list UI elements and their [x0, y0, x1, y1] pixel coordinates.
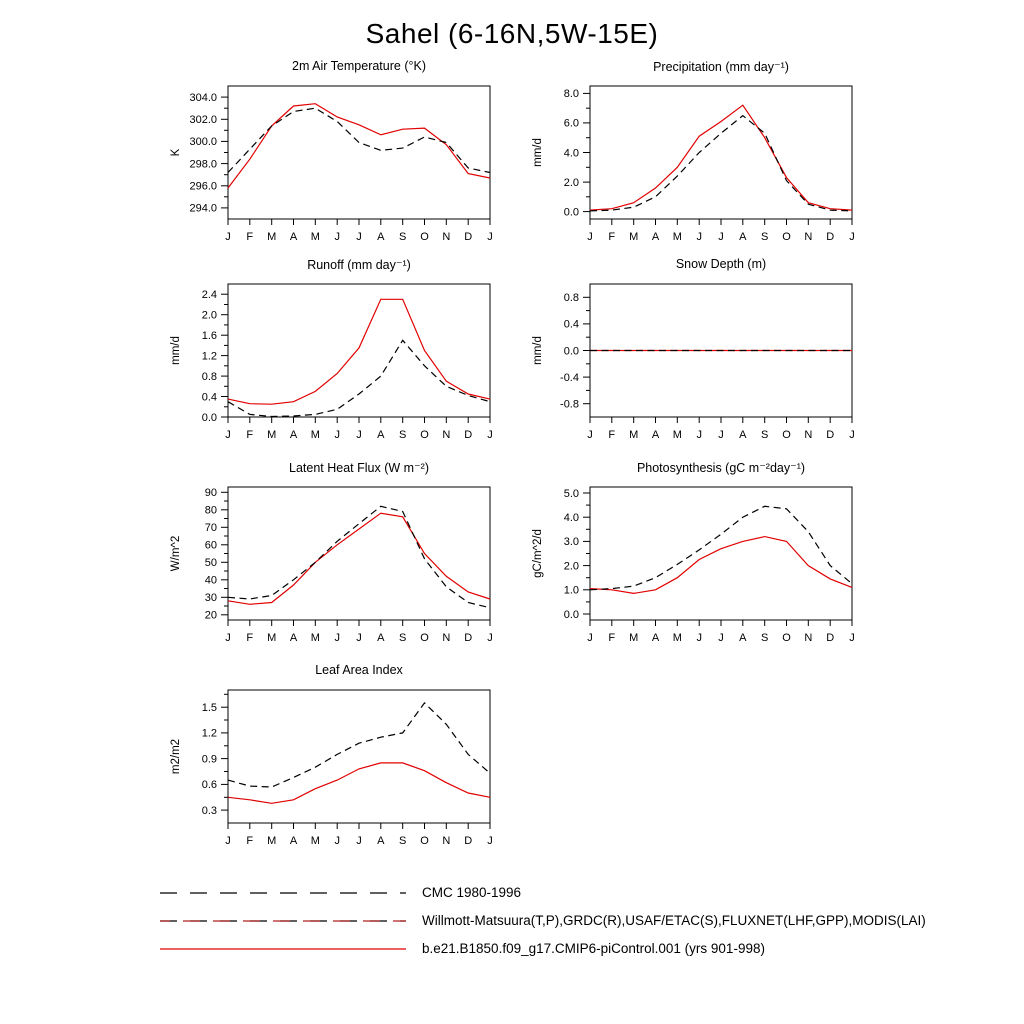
svg-text:6.0: 6.0 [563, 117, 579, 130]
legend-label: CMC 1980-1996 [422, 884, 522, 900]
legend-line [158, 943, 408, 955]
svg-text:J: J [356, 632, 362, 644]
svg-text:4.0: 4.0 [563, 512, 579, 524]
svg-text:298.0: 298.0 [189, 158, 217, 171]
svg-text:A: A [651, 231, 660, 243]
svg-text:O: O [782, 429, 791, 441]
svg-text:0.0: 0.0 [563, 345, 579, 358]
chart-plot-area [166, 680, 504, 855]
svg-text:1.6: 1.6 [201, 330, 217, 342]
svg-text:S: S [399, 835, 407, 847]
svg-text:2.0: 2.0 [563, 176, 579, 189]
svg-text:1.5: 1.5 [201, 702, 217, 714]
legend-label: b.e21.B1850.f09_g17.CMIP6-piControl.001 (yrs 901-998) [422, 940, 765, 956]
svg-text:J: J [225, 835, 231, 847]
svg-text:J: J [334, 429, 340, 441]
svg-text:A: A [377, 835, 385, 847]
y-axis-label: W/m^2 [170, 535, 182, 572]
svg-text:A: A [651, 632, 660, 644]
svg-text:J: J [849, 231, 855, 243]
chart-plot-area [166, 477, 504, 652]
svg-text:M: M [310, 632, 320, 644]
svg-text:M: M [310, 231, 320, 243]
y-axis [170, 92, 228, 215]
svg-text:2.4: 2.4 [201, 289, 217, 301]
svg-text:J: J [718, 632, 724, 644]
svg-text:30: 30 [204, 592, 217, 605]
svg-text:J: J [225, 429, 231, 441]
svg-text:296.0: 296.0 [189, 180, 217, 193]
y-axis [170, 289, 228, 424]
svg-text:J: J [487, 429, 493, 441]
legend-dashed-line-sample [158, 886, 408, 898]
legend-solid-line-sample [158, 942, 408, 954]
series-model [228, 763, 490, 803]
svg-text:2.0: 2.0 [563, 560, 579, 573]
svg-text:S: S [399, 429, 407, 441]
series-observations [590, 506, 852, 590]
svg-text:M: M [310, 835, 320, 847]
chart-plot-area [166, 274, 504, 449]
series-observations [590, 116, 852, 211]
svg-text:M: M [629, 632, 639, 644]
svg-text:0.3: 0.3 [201, 804, 217, 817]
svg-text:A: A [739, 231, 747, 243]
svg-text:J: J [696, 429, 702, 441]
svg-text:S: S [761, 231, 769, 243]
svg-text:4.0: 4.0 [563, 147, 579, 160]
legend-line [158, 915, 408, 927]
svg-text:N: N [442, 632, 451, 644]
svg-text:J: J [718, 231, 724, 243]
series-observations [228, 108, 490, 172]
svg-text:J: J [587, 632, 593, 644]
svg-text:J: J [487, 632, 493, 644]
chart-title: Runoff (mm day⁻¹) [307, 258, 411, 272]
svg-text:0.0: 0.0 [563, 206, 579, 219]
chart-canvas [166, 680, 504, 855]
svg-text:A: A [739, 632, 747, 644]
plot-frame [228, 284, 490, 417]
legend-item-obs-merged [158, 906, 926, 934]
chart-canvas [528, 477, 866, 652]
series-observations [228, 340, 490, 416]
svg-text:1.2: 1.2 [201, 350, 217, 363]
svg-text:M: M [310, 429, 320, 441]
svg-text:O: O [782, 231, 791, 243]
chart-plot-area [166, 76, 504, 251]
chart-title: 2m Air Temperature (°K) [292, 59, 426, 73]
legend-dashed-line-sample [158, 914, 408, 926]
svg-text:1.2: 1.2 [201, 727, 217, 740]
y-axis [170, 694, 228, 817]
svg-text:J: J [334, 231, 340, 243]
svg-text:J: J [225, 632, 231, 644]
svg-text:D: D [826, 231, 835, 243]
svg-text:O: O [782, 632, 791, 644]
chart-canvas [166, 274, 504, 449]
legend-label: Willmott-Matsuura(T,P),GRDC(R),USAF/ETAC(S),FLUXNET(LHF,GPP),MODIS(LAI) [422, 912, 926, 928]
svg-text:302.0: 302.0 [189, 114, 217, 127]
svg-text:0.0: 0.0 [201, 411, 217, 424]
svg-text:O: O [420, 231, 429, 243]
svg-text:N: N [442, 429, 451, 441]
y-axis [532, 88, 590, 218]
svg-text:J: J [334, 835, 340, 847]
svg-text:S: S [399, 231, 407, 243]
y-axis-label: gC/m^2/d [532, 529, 544, 578]
svg-text:M: M [267, 429, 277, 441]
svg-text:A: A [377, 231, 385, 243]
plot-frame [228, 86, 490, 219]
svg-text:D: D [464, 231, 473, 243]
svg-text:A: A [289, 231, 298, 243]
svg-text:D: D [464, 835, 473, 847]
x-axis [225, 417, 493, 441]
svg-text:J: J [849, 632, 855, 644]
svg-text:M: M [267, 632, 277, 644]
x-axis [587, 417, 855, 441]
series-model [590, 537, 852, 594]
svg-text:J: J [334, 632, 340, 644]
svg-text:M: M [629, 231, 639, 243]
svg-text:A: A [289, 429, 298, 441]
svg-text:J: J [696, 231, 702, 243]
svg-text:M: M [672, 429, 682, 441]
svg-text:-0.8: -0.8 [560, 398, 579, 411]
series-model [590, 105, 852, 210]
svg-text:F: F [608, 429, 616, 441]
svg-text:8.0: 8.0 [563, 88, 579, 101]
svg-text:A: A [377, 429, 385, 441]
svg-text:N: N [804, 231, 813, 243]
svg-text:304.0: 304.0 [189, 91, 217, 104]
svg-text:A: A [289, 632, 298, 644]
plot-frame [590, 487, 852, 620]
svg-text:J: J [487, 231, 493, 243]
svg-text:M: M [267, 835, 277, 847]
chart-photosynthesis [528, 460, 866, 652]
x-axis [225, 620, 493, 644]
y-axis [532, 292, 590, 410]
svg-text:A: A [739, 429, 747, 441]
chart-plot-area [528, 274, 866, 449]
chart-leaf-area-index [166, 663, 504, 855]
svg-text:F: F [608, 632, 616, 644]
y-axis-label: K [170, 148, 182, 157]
svg-text:N: N [442, 231, 451, 243]
chart-canvas [166, 76, 504, 251]
svg-text:D: D [464, 632, 473, 644]
svg-text:0.0: 0.0 [563, 608, 579, 621]
series-observations [228, 506, 490, 608]
svg-text:N: N [442, 835, 451, 847]
svg-text:O: O [420, 429, 429, 441]
svg-text:5.0: 5.0 [563, 487, 579, 500]
svg-text:20: 20 [204, 609, 217, 622]
x-axis [225, 823, 493, 847]
svg-text:J: J [696, 632, 702, 644]
svg-text:J: J [587, 231, 593, 243]
x-axis [587, 219, 855, 243]
x-axis [587, 620, 855, 644]
svg-text:0.6: 0.6 [201, 779, 217, 792]
svg-text:J: J [487, 835, 493, 847]
svg-text:M: M [267, 231, 277, 243]
legend-item-model [158, 934, 926, 962]
chart-plot-area [528, 76, 866, 251]
svg-text:O: O [420, 835, 429, 847]
svg-text:M: M [672, 231, 682, 243]
svg-text:D: D [826, 632, 835, 644]
svg-text:2.0: 2.0 [201, 309, 217, 322]
svg-text:J: J [356, 429, 362, 441]
y-axis-label: mm/d [532, 336, 544, 365]
chart-canvas [166, 477, 504, 652]
svg-text:-0.4: -0.4 [560, 371, 579, 384]
chart-plot-area [528, 477, 866, 652]
chart-canvas [528, 76, 866, 251]
series-model [228, 104, 490, 188]
svg-text:S: S [761, 429, 769, 441]
svg-text:J: J [225, 231, 231, 243]
svg-text:J: J [587, 429, 593, 441]
svg-text:J: J [718, 429, 724, 441]
chart-title: Latent Heat Flux (W m⁻²) [289, 461, 429, 475]
chart-title: Precipitation (mm day⁻¹) [653, 60, 789, 74]
y-axis [532, 488, 590, 621]
legend-line [158, 887, 408, 899]
y-axis-label: mm/d [170, 336, 182, 365]
plot-frame [590, 86, 852, 219]
svg-text:0.8: 0.8 [563, 292, 579, 305]
plot-frame [228, 487, 490, 620]
svg-text:294.0: 294.0 [189, 202, 217, 215]
y-axis-label: mm/d [532, 138, 544, 167]
svg-text:M: M [629, 429, 639, 441]
svg-text:F: F [246, 429, 254, 441]
svg-text:N: N [804, 632, 813, 644]
svg-text:50: 50 [204, 557, 217, 570]
svg-text:S: S [399, 632, 407, 644]
svg-text:D: D [464, 429, 473, 441]
x-axis [225, 219, 493, 243]
y-axis [170, 487, 228, 621]
svg-text:D: D [826, 429, 835, 441]
chart-title: Snow Depth (m) [675, 257, 767, 271]
figure-title: Sahel (6-16N,5W-15E) [365, 18, 659, 49]
svg-text:F: F [246, 231, 254, 243]
svg-text:F: F [608, 231, 616, 243]
svg-text:60: 60 [204, 539, 217, 552]
svg-text:A: A [651, 429, 660, 441]
chart-snow-depth [528, 257, 866, 449]
svg-text:S: S [761, 632, 769, 644]
series-observations [228, 703, 490, 787]
svg-text:J: J [356, 835, 362, 847]
chart-latent-heat-flux [166, 460, 504, 652]
svg-text:F: F [246, 835, 254, 847]
svg-text:A: A [377, 632, 385, 644]
svg-text:0.9: 0.9 [201, 753, 217, 766]
svg-text:40: 40 [204, 574, 217, 587]
svg-text:0.8: 0.8 [201, 370, 217, 383]
svg-text:F: F [246, 632, 254, 644]
chart-canvas [528, 274, 866, 449]
svg-text:80: 80 [204, 504, 217, 517]
chart-precipitation [528, 59, 866, 251]
svg-text:3.0: 3.0 [563, 536, 579, 549]
svg-text:90: 90 [204, 487, 217, 500]
svg-text:1.0: 1.0 [563, 584, 579, 597]
svg-text:0.4: 0.4 [563, 318, 579, 331]
chart-title: Photosynthesis (gC m⁻²day⁻¹) [636, 461, 806, 475]
svg-text:J: J [356, 231, 362, 243]
legend-item-obs-cmc [158, 878, 926, 906]
svg-text:A: A [289, 835, 298, 847]
svg-text:N: N [804, 429, 813, 441]
svg-text:J: J [849, 429, 855, 441]
chart-runoff [166, 257, 504, 449]
svg-text:300.0: 300.0 [189, 136, 217, 149]
svg-text:70: 70 [204, 522, 217, 535]
chart-2m-air-temperature [166, 59, 504, 251]
legend [158, 878, 926, 962]
svg-text:0.4: 0.4 [201, 391, 217, 404]
svg-text:O: O [420, 632, 429, 644]
chart-title: Leaf Area Index [315, 663, 403, 677]
y-axis-label: m2/m2 [170, 738, 182, 775]
svg-text:M: M [672, 632, 682, 644]
